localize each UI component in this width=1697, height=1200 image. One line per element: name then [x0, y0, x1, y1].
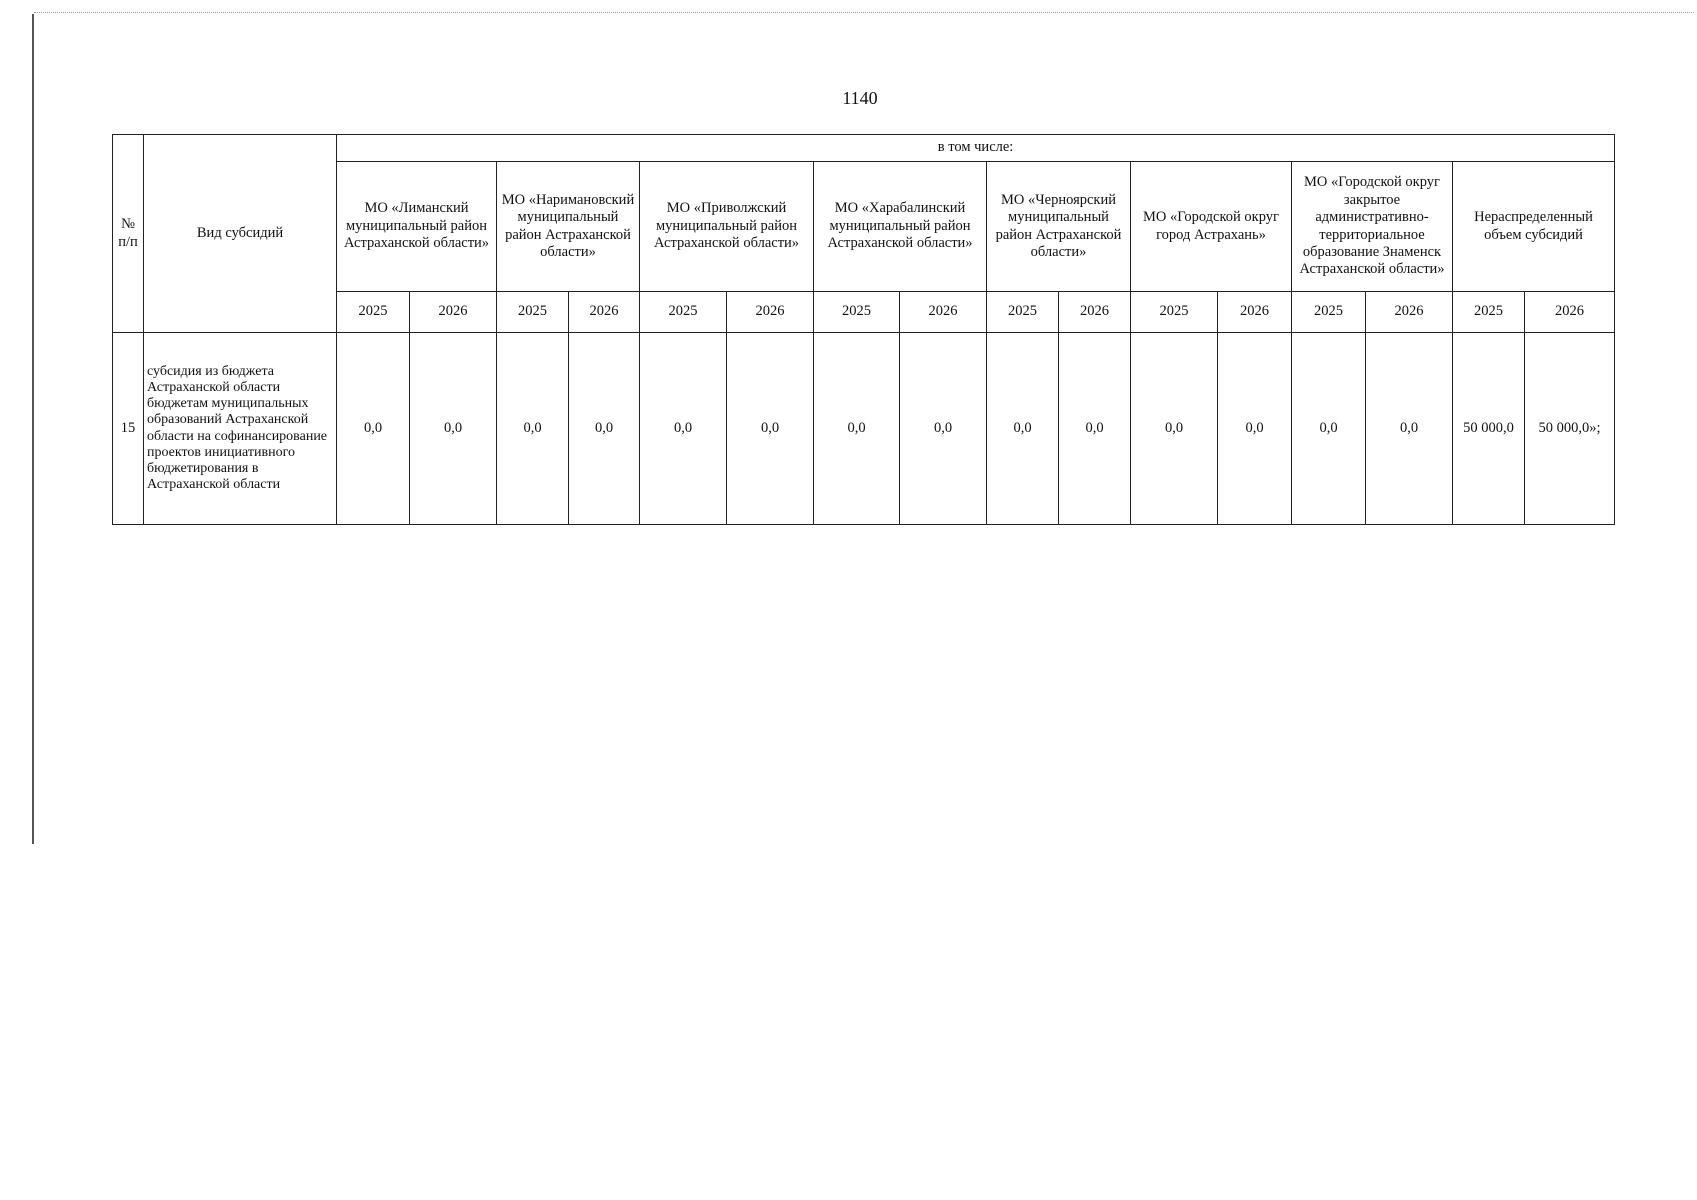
value-cell: 50 000,0	[1453, 333, 1525, 525]
value-cell: 0,0	[410, 333, 497, 525]
value-cell: 0,0	[1218, 333, 1292, 525]
row-number-header: № п/п	[113, 135, 144, 333]
year-header: 2026	[900, 292, 987, 333]
value-cell: 0,0	[569, 333, 640, 525]
municipality-header-limansky: МО «Лиманский муниципальный район Астраханской области»	[337, 162, 497, 292]
municipality-header-kharabalinsky: МО «Харабалинский муниципальный район Астраханской области»	[814, 162, 987, 292]
scan-edge-left	[32, 14, 34, 844]
year-header: 2025	[1131, 292, 1218, 333]
value-cell: 0,0	[1131, 333, 1218, 525]
scan-edge-top	[34, 12, 1694, 13]
value-cell: 0,0	[1292, 333, 1366, 525]
year-header: 2025	[640, 292, 727, 333]
year-header: 2025	[1453, 292, 1525, 333]
value-cell: 0,0	[640, 333, 727, 525]
subsidy-type-cell: субсидия из бюджета Астраханской области бюджетам муниципальных образований Астраханской области на софинансирование проектов инициативного бюджетирования в Астраханской области	[144, 333, 337, 525]
value-cell: 0,0	[814, 333, 900, 525]
year-header: 2025	[337, 292, 410, 333]
year-header: 2026	[1218, 292, 1292, 333]
header-row-included	[113, 135, 1615, 162]
header-row-years	[113, 292, 1615, 333]
including-header: в том числе:	[337, 135, 1615, 162]
municipality-header-narimanovsky: МО «Наримановский муниципальный район Астраханской области»	[497, 162, 640, 292]
year-header: 2026	[410, 292, 497, 333]
municipality-header-chernoyarsky: МО «Черноярский муниципальный район Астраханской области»	[987, 162, 1131, 292]
municipality-header-privolzhsky: МО «Приволжский муниципальный район Астраханской области»	[640, 162, 814, 292]
municipality-header-znamensk: МО «Городской округ закрытое административно-территориальное образование Знаменск Астраханской области»	[1292, 162, 1453, 292]
municipality-header-unallocated: Нераспределенный объем субсидий	[1453, 162, 1615, 292]
year-header: 2025	[497, 292, 569, 333]
value-cell: 0,0	[900, 333, 987, 525]
year-header: 2025	[1292, 292, 1366, 333]
value-cell: 0,0	[1366, 333, 1453, 525]
header-row-municipalities	[113, 162, 1615, 292]
page-number: 1140	[842, 88, 878, 108]
value-cell: 0,0	[1059, 333, 1131, 525]
municipality-header-astrakhan-city: МО «Городской округ город Астрахань»	[1131, 162, 1292, 292]
subsidy-table	[112, 134, 1615, 525]
year-header: 2026	[1525, 292, 1615, 333]
value-cell: 0,0	[497, 333, 569, 525]
value-cell: 0,0	[987, 333, 1059, 525]
year-header: 2026	[1059, 292, 1131, 333]
value-cell: 0,0	[727, 333, 814, 525]
year-header: 2026	[569, 292, 640, 333]
subsidy-type-header: Вид субсидий	[144, 135, 337, 333]
year-header: 2025	[987, 292, 1059, 333]
value-cell: 50 000,0»;	[1525, 333, 1615, 525]
row-number: 15	[113, 333, 144, 525]
year-header: 2026	[1366, 292, 1453, 333]
table-row	[113, 333, 1615, 525]
value-cell: 0,0	[337, 333, 410, 525]
year-header: 2025	[814, 292, 900, 333]
year-header: 2026	[727, 292, 814, 333]
